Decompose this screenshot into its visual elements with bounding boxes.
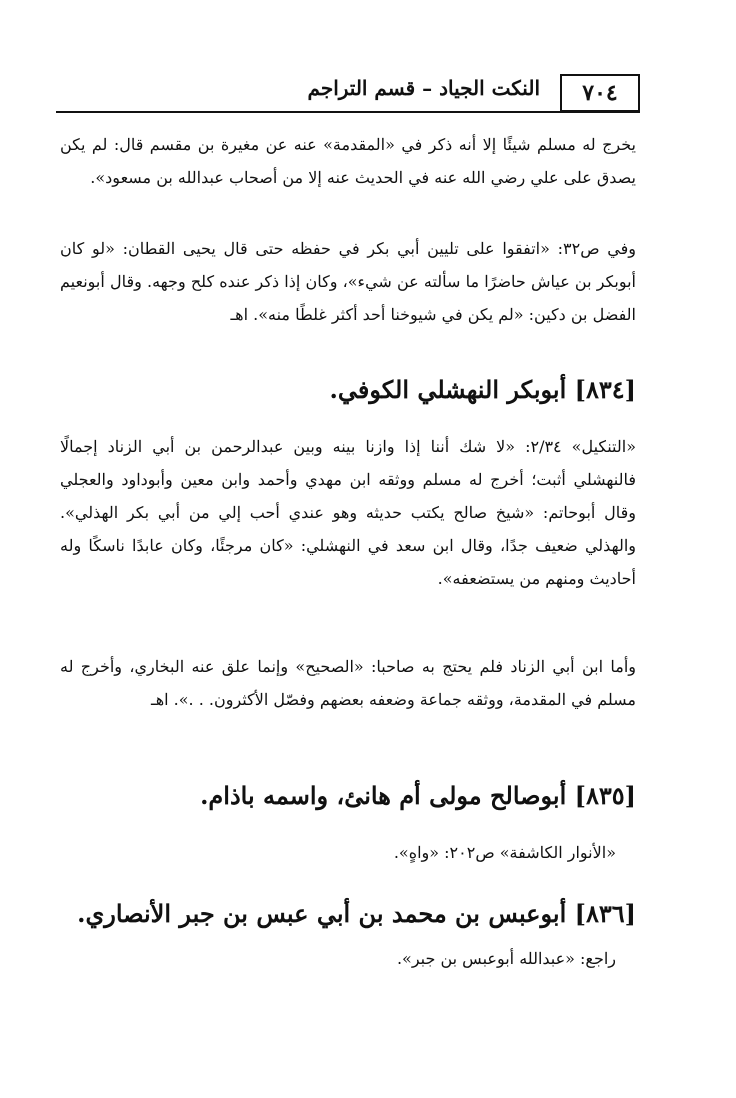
page-header <box>56 74 640 114</box>
header-rule <box>56 111 640 113</box>
paragraph-ibn-abi-zinad: وأما ابن أبي الزناد فلم يحتج به صاحبا: «الصحيح» وإنما علق عنه البخاري، وأخرج له مسلم في المقدمة، ووثقه جماعة وضعفه بعضهم وفصّل الأكثرون. . .». اهـ <box>60 657 636 709</box>
paragraph-abubakr-ayyash: وفي ص٣٢: «اتفقوا على تليين أبي بكر في حفظه حتى قال يحيى القطان: «لو كان أبوبكر بن عياش حاضرًا ما سألته عن شيء»، وكان إذا ذكر عنده كلح وجهه. وقال أبونعيم الفضل بن دكين: «لم يكن في شيوخنا أحد أكثر غلطًا منه». اهـ <box>60 239 637 324</box>
entry-heading-834: [٨٣٤] أبوبكر النهشلي الكوفي. <box>329 375 636 404</box>
running-title: النكت الجياد – قسم التراجم <box>307 76 540 100</box>
paragraph-cross-reference: راجع: «عبدالله أبوعبس بن جبر». <box>396 949 616 968</box>
entry-heading-835: [٨٣٥] أبوصالح مولى أم هانئ، واسمه باذام. <box>200 781 636 810</box>
paragraph-anwar-kashifa: «الأنوار الكاشفة» ص٢٠٢: «واهٍ». <box>393 843 616 862</box>
paragraph-mughira-quote: يخرج له مسلم شيئًا إلا أنه ذكر في «المقدمة» عنه عن مغيرة بن مقسم قال: لم يكن يصدق على علي رضي الله عنه في الحديث عنه إلا من أصحاب عبدالله بن مسعود». <box>60 135 636 187</box>
page-number: ٧٠٤ <box>560 74 640 112</box>
paragraph-tankil-quote: «التنكيل» ٢/٣٤: «لا شك أننا إذا وازنا بينه وبين عبدالرحمن بن أبي الزناد إجمالًا فالنهشلي أثبت؛ أخرج له مسلم ووثقه ابن مهدي وأحمد وابن معين وأبوداود والعجلي وقال أبوحاتم: «شيخ صالح يكتب حديثه وهو عندي أحب إلي من أبي بكر الهذلي». والهذلي ضعيف جدًا، وقال ابن سعد في النهشلي: «كان مرجئًا، وكان عابدًا ناسكًا وله أحاديث ومنهم من يستضعفه». <box>60 437 636 588</box>
entry-heading-836: [٨٣٦] أبوعبس بن محمد بن أبي عبس بن جبر الأنصاري. <box>77 899 636 928</box>
